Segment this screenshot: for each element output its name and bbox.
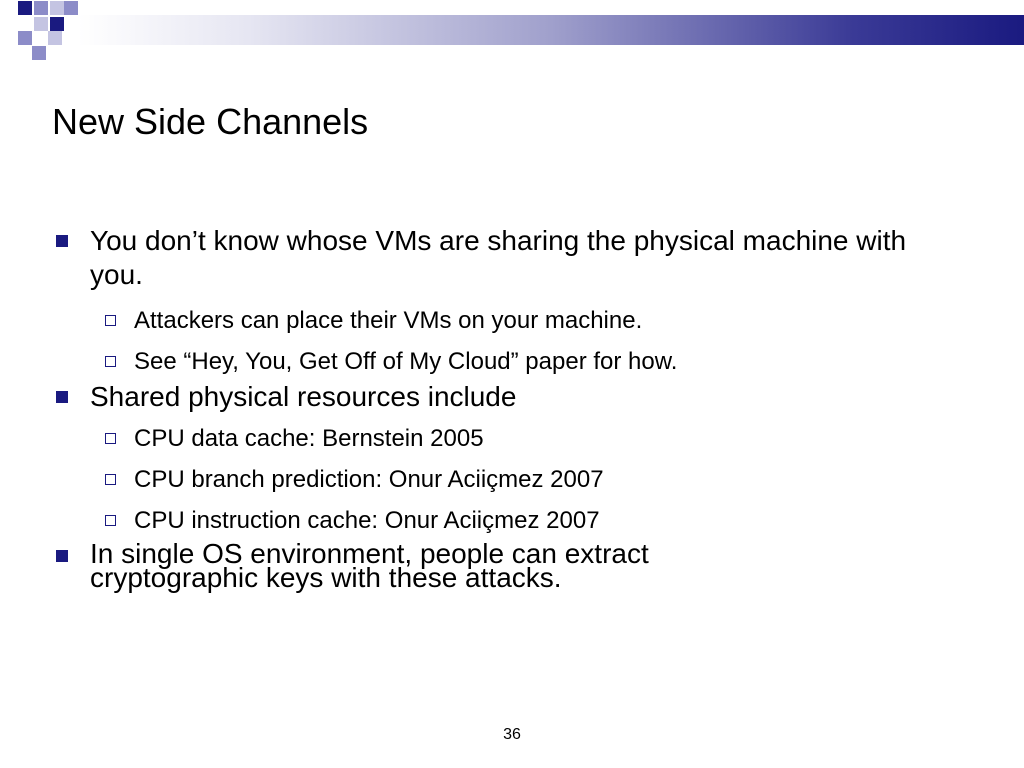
sub-bullet-1-1 [105, 306, 925, 336]
slide-title: New Side Channels [52, 101, 369, 142]
bullet-3-text: In single OS environment, people can extract cryptographic keys with these attacks. [90, 538, 649, 593]
hollow-square-bullet-icon [105, 356, 116, 367]
square-bullet-icon [56, 235, 68, 247]
sub-bullet-2-3 [105, 506, 925, 536]
sub-bullet-1-2-text: See “Hey, You, Get Off of My Cloud” paper for how. [134, 348, 678, 375]
sub-bullet-1-1-text: Attackers can place their VMs on your machine. [134, 307, 643, 334]
hollow-square-bullet-icon [105, 433, 116, 444]
bullet-2 [56, 380, 936, 414]
page-number: 36 [503, 726, 521, 743]
bullet-2-text: Shared physical resources include [90, 381, 517, 412]
bullet-1-text: You don’t know whose VMs are sharing the physical machine with you. [90, 225, 907, 290]
hollow-square-bullet-icon [105, 315, 116, 326]
bullet-3 [56, 538, 816, 593]
square-bullet-icon [56, 391, 68, 403]
square-bullet-icon [56, 550, 68, 562]
hollow-square-bullet-icon [105, 474, 116, 485]
sub-bullet-2-2-text: CPU branch prediction: Onur Aciiçmez 2007 [134, 466, 604, 493]
bullet-1 [56, 224, 936, 292]
sub-bullet-2-1 [105, 424, 925, 454]
sub-bullet-1-2 [105, 347, 925, 377]
sub-bullet-2-2 [105, 465, 925, 495]
sub-bullet-2-3-text: CPU instruction cache: Onur Aciiçmez 2007 [134, 507, 600, 534]
sub-bullet-2-1-text: CPU data cache: Bernstein 2005 [134, 425, 484, 452]
hollow-square-bullet-icon [105, 515, 116, 526]
